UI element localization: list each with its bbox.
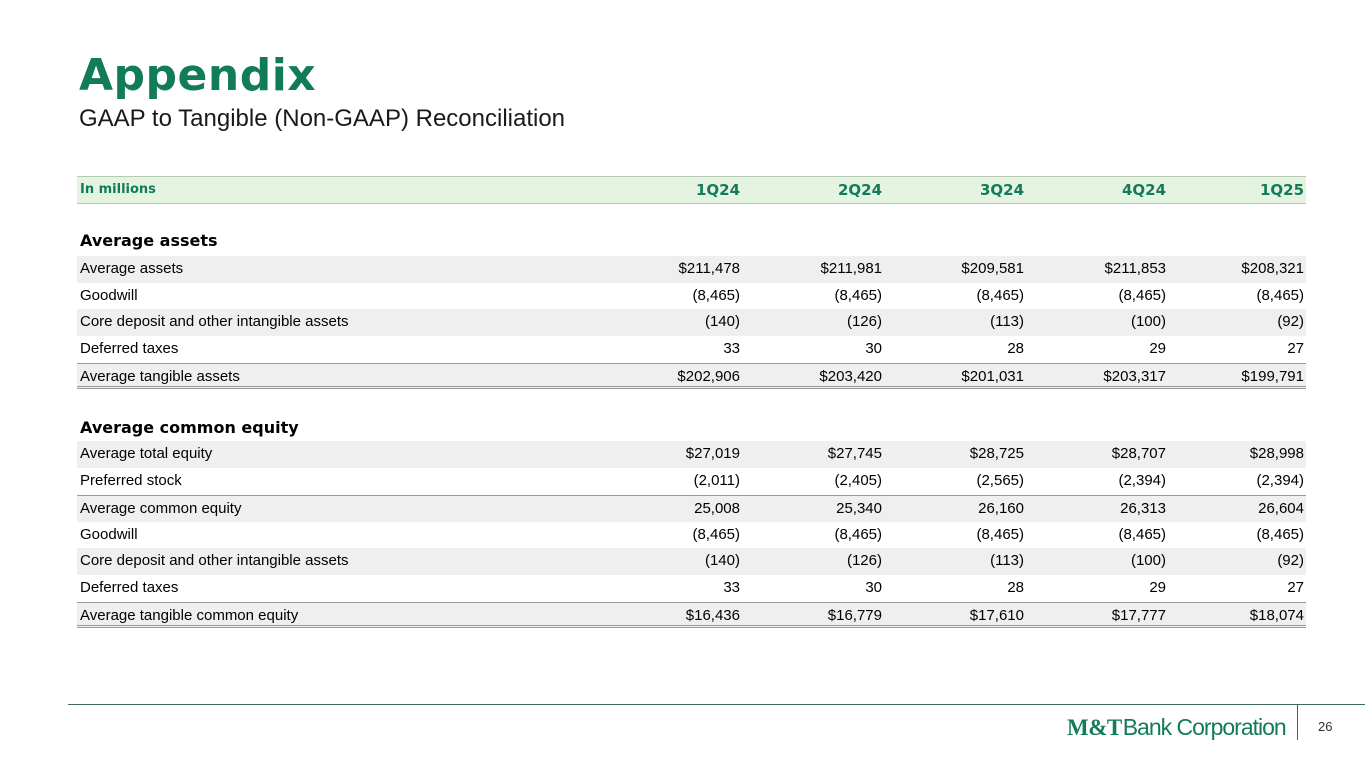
row-value: 29 [1149, 340, 1166, 358]
column-header-3q24: 3Q24 [979, 181, 1024, 199]
row-value: $28,707 [1111, 445, 1166, 463]
row-value: $18,074 [1249, 606, 1304, 624]
section-heading-row [77, 389, 1306, 441]
row-value: (2,405) [834, 472, 882, 490]
row-label: Average tangible common equity [80, 606, 299, 624]
page-title: Appendix [79, 50, 317, 101]
table-subtotal-row [77, 495, 1306, 522]
row-value: $211,981 [820, 260, 882, 277]
row-value: $209,581 [961, 260, 1024, 277]
column-header-2q24: 2Q24 [837, 181, 882, 199]
row-value: 26,604 [1258, 499, 1304, 517]
row-value: (113) [990, 552, 1024, 570]
row-value: (100) [1130, 552, 1166, 570]
row-value: 30 [865, 578, 882, 596]
row-label: Average tangible assets [80, 367, 240, 385]
row-value: $208,321 [1241, 260, 1304, 277]
row-label: Average assets [80, 260, 184, 277]
logo-text: Bank Corporation [1122, 714, 1286, 740]
table-row [77, 309, 1306, 336]
row-value: 27 [1287, 340, 1304, 358]
row-value: (8,465) [1118, 286, 1166, 304]
table-row [77, 468, 1306, 495]
row-label: Core deposit and other intangible assets [80, 313, 349, 331]
row-label: Goodwill [80, 286, 138, 304]
footer-divider [68, 704, 1365, 705]
row-value: (140) [704, 313, 740, 331]
row-value: (140) [704, 552, 740, 570]
row-value: (2,565) [976, 472, 1024, 490]
row-value: $203,317 [1103, 367, 1166, 385]
row-value: (2,011) [693, 472, 740, 490]
row-value: $17,777 [1111, 606, 1166, 624]
row-value: (8,465) [692, 525, 740, 543]
row-value: $211,853 [1104, 260, 1166, 277]
row-label: Average total equity [80, 445, 213, 463]
table-total-row [77, 602, 1306, 629]
table-row [77, 441, 1306, 468]
page-number: 26 [1318, 719, 1333, 734]
row-value: (2,394) [1256, 472, 1304, 490]
column-header-1q25: 1Q25 [1259, 181, 1304, 199]
row-value: $28,998 [1249, 445, 1304, 463]
row-value: $202,906 [677, 367, 740, 385]
company-logo [1067, 714, 1286, 746]
row-value: $199,791 [1241, 367, 1304, 385]
row-value: (2,394) [1118, 472, 1166, 490]
row-value: $16,436 [685, 606, 740, 624]
section-heading: Average assets [80, 231, 218, 250]
units-label: In millions [80, 182, 156, 197]
row-value: 29 [1149, 578, 1166, 596]
row-value: (8,465) [834, 286, 882, 304]
row-value: (92) [1277, 552, 1304, 570]
row-value: (8,465) [1256, 286, 1304, 304]
row-value: 27 [1287, 578, 1304, 596]
footer-separator [1297, 705, 1298, 740]
row-label: Preferred stock [80, 472, 182, 490]
table-row [77, 283, 1306, 310]
row-value: $28,725 [969, 445, 1024, 463]
row-value: (8,465) [1256, 525, 1304, 543]
row-value: $17,610 [969, 606, 1024, 624]
row-value: 26,313 [1120, 499, 1166, 517]
table-row [77, 336, 1306, 363]
column-header-4q24: 4Q24 [1121, 181, 1166, 199]
page-subtitle: GAAP to Tangible (Non-GAAP) Reconciliation [79, 105, 566, 132]
row-value: 25,008 [694, 499, 740, 517]
row-value: (100) [1130, 313, 1166, 331]
row-value: $211,478 [678, 260, 740, 277]
section-heading-row [77, 204, 1306, 256]
logo-mark: M&T [1067, 715, 1122, 740]
row-label: Average common equity [80, 499, 242, 517]
row-value: (8,465) [834, 525, 882, 543]
row-value: 25,340 [836, 499, 882, 517]
row-value: $16,779 [827, 606, 882, 624]
row-value: (8,465) [976, 286, 1024, 304]
row-value: (126) [846, 552, 882, 570]
row-label: Deferred taxes [80, 578, 179, 596]
row-value: $27,745 [827, 445, 882, 463]
table-row [77, 522, 1306, 549]
row-value: $201,031 [961, 367, 1024, 385]
row-value: (113) [990, 313, 1024, 331]
row-value: $27,019 [685, 445, 740, 463]
row-label: Deferred taxes [80, 340, 179, 358]
table-row [77, 548, 1306, 575]
row-value: (8,465) [692, 286, 740, 304]
row-value: 26,160 [978, 499, 1024, 517]
row-value: 28 [1007, 340, 1024, 358]
reconciliation-table [77, 176, 1306, 628]
row-value: (8,465) [976, 525, 1024, 543]
row-value: 28 [1007, 578, 1024, 596]
row-value: (126) [846, 313, 882, 331]
row-value: 30 [865, 340, 882, 358]
table-row [77, 575, 1306, 602]
table-row [77, 256, 1306, 283]
row-value: (8,465) [1118, 525, 1166, 543]
row-label: Core deposit and other intangible assets [80, 552, 349, 570]
row-label: Goodwill [80, 525, 138, 543]
table-header-row [77, 176, 1306, 204]
row-value: (92) [1277, 313, 1304, 331]
table-total-row [77, 363, 1306, 390]
section-heading: Average common equity [80, 418, 299, 438]
row-value: $203,420 [819, 367, 882, 385]
row-value: 33 [723, 340, 740, 358]
row-value: 33 [723, 578, 740, 596]
column-header-1q24: 1Q24 [695, 181, 740, 199]
